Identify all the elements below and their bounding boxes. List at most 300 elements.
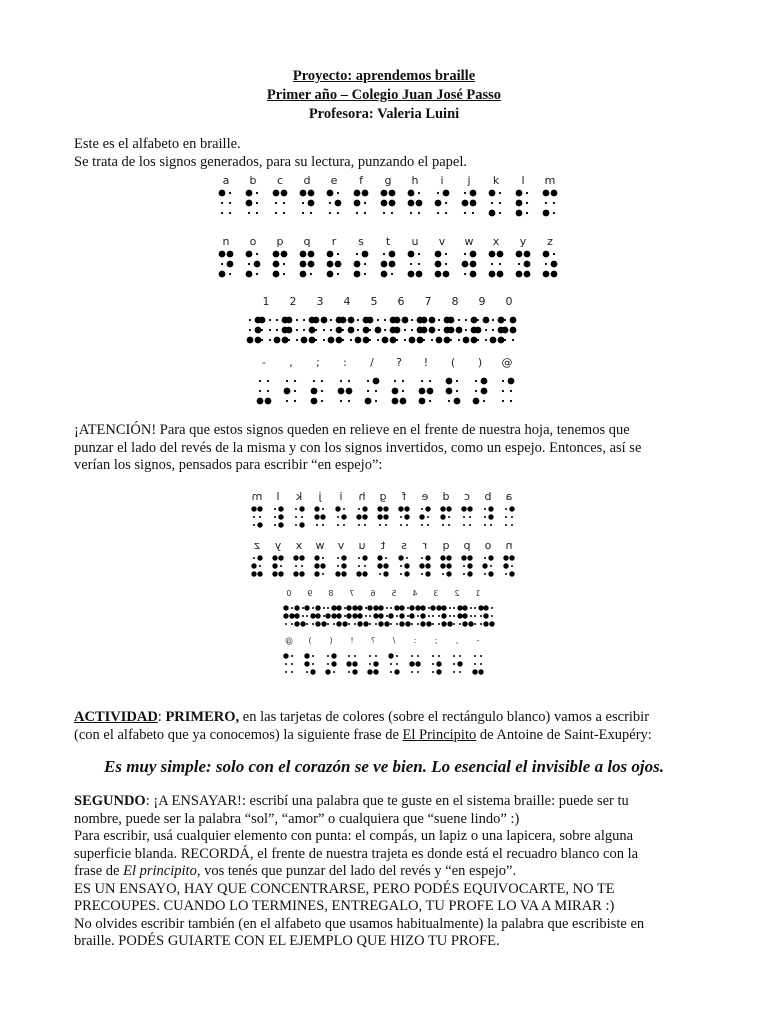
braille-dot-raised <box>390 337 397 344</box>
braille-dot-raised <box>429 327 436 334</box>
braille-label-q: q <box>303 235 311 248</box>
braille-dot-raised <box>314 506 319 511</box>
mirror-label-(: ( <box>329 636 333 645</box>
mirror-cell-e <box>419 506 430 526</box>
mirror-cell-k <box>295 506 305 527</box>
braille-label-d: d <box>303 174 311 187</box>
braille-dot-raised <box>470 251 477 258</box>
braille-dot-raised <box>272 571 277 576</box>
braille-dot-raised <box>362 190 369 197</box>
braille-dot-flat <box>229 212 231 214</box>
mirror-number-sign <box>399 605 410 626</box>
atencion-line-1: ¡ATENCIÓN! Para que estos signos queden en relieve en el frente de nuestra hoja, tenemos que <box>74 422 630 438</box>
braille-dot-raised <box>489 621 494 626</box>
braille-dot-flat <box>394 380 396 382</box>
braille-dot-flat <box>283 263 285 265</box>
braille-dot-flat <box>294 380 296 382</box>
braille-dot-flat <box>358 508 360 510</box>
braille-dot-raised <box>328 337 335 344</box>
mirror-label-u: u <box>358 539 366 552</box>
braille-cell-l <box>516 190 529 217</box>
braille-dot-flat <box>407 607 409 609</box>
braille-dot-raised <box>315 613 320 618</box>
braille-dot-raised <box>377 514 382 519</box>
braille-dot-flat <box>465 329 467 331</box>
braille-label-k: k <box>492 174 500 187</box>
braille-dot-flat <box>453 671 455 673</box>
braille-dot-raised <box>426 621 431 626</box>
braille-dot-flat <box>458 339 460 341</box>
braille-dot-flat <box>295 524 297 526</box>
braille-dot-flat <box>432 671 434 673</box>
braille-label--: - <box>262 356 266 369</box>
braille-dot-flat <box>502 390 504 392</box>
braille-dot-flat <box>327 655 329 657</box>
braille-dot-raised <box>301 337 308 344</box>
actividad-text-2b: de Antoine de Saint-Exupéry: <box>476 726 652 743</box>
braille-dot-raised <box>257 555 262 560</box>
braille-dot-flat <box>391 212 393 214</box>
braille-dot-flat <box>301 565 303 567</box>
braille-dot-raised <box>304 653 309 658</box>
braille-dot-flat <box>417 655 419 657</box>
braille-dot-raised <box>346 388 353 395</box>
braille-dot-flat <box>385 524 387 526</box>
braille-dot-flat <box>354 623 356 625</box>
braille-cell-s <box>354 251 369 278</box>
braille-dot-flat <box>329 212 331 214</box>
braille-dot-raised <box>257 506 262 511</box>
braille-label-w: w <box>464 235 474 248</box>
braille-dot-flat <box>322 557 324 559</box>
braille-dot-raised <box>457 613 462 618</box>
braille-dot-raised <box>378 621 383 626</box>
mirror-cell-j <box>314 506 325 526</box>
braille-dot-raised <box>440 506 445 511</box>
braille-dot-flat <box>364 273 366 275</box>
braille-dot-flat <box>337 212 339 214</box>
braille-dot-flat <box>344 607 346 609</box>
braille-dot-flat <box>400 565 402 567</box>
braille-dot-flat <box>283 212 285 214</box>
braille-dot-raised <box>381 261 388 268</box>
braille-dot-flat <box>364 524 366 526</box>
braille-cell-o <box>246 251 261 278</box>
mirror-cell-, <box>453 655 463 673</box>
braille-dot-raised <box>415 661 420 666</box>
braille-cell-6 <box>394 317 409 342</box>
mirror-number-sign <box>462 605 473 626</box>
mirror-label-n: n <box>505 539 513 552</box>
braille-cell-x <box>489 251 504 278</box>
braille-cell-/ <box>365 378 380 405</box>
braille-dot-raised <box>404 563 409 568</box>
braille-dot-flat <box>464 273 466 275</box>
braille-dot-raised <box>327 261 334 268</box>
braille-dot-flat <box>396 615 398 617</box>
braille-dot-raised <box>274 337 281 344</box>
mirror-cell-r <box>419 555 430 576</box>
mirror-cell-g <box>377 506 388 526</box>
braille-label-3: 3 <box>316 295 324 308</box>
mirror-label-m: m <box>251 490 263 503</box>
braille-dot-raised <box>408 271 415 278</box>
braille-label-a: a <box>222 174 230 187</box>
braille-dot-raised <box>314 563 319 568</box>
braille-dot-flat <box>221 263 223 265</box>
mirror-label-s: s <box>401 539 407 552</box>
braille-dot-raised <box>389 251 396 258</box>
braille-dot-flat <box>323 607 325 609</box>
braille-label-z: z <box>547 235 553 248</box>
braille-dot-raised <box>341 571 346 576</box>
braille-dot-flat <box>499 212 501 214</box>
braille-dot-flat <box>518 263 520 265</box>
braille-dot-flat <box>357 329 359 331</box>
braille-label-(: ( <box>450 356 456 369</box>
braille-dot-flat <box>364 263 366 265</box>
braille-dot-flat <box>390 607 392 609</box>
braille-dot-raised <box>436 669 441 674</box>
braille-dot-raised <box>373 669 378 674</box>
braille-dot-raised <box>348 317 355 324</box>
mirror-cell-6 <box>367 605 378 625</box>
braille-dot-flat <box>321 400 323 402</box>
braille-dot-raised <box>543 251 550 258</box>
braille-dot-raised <box>419 514 424 519</box>
braille-cell-- <box>257 380 272 405</box>
braille-dot-flat <box>459 655 461 657</box>
braille-dot-raised <box>510 317 517 324</box>
braille-dot-flat <box>438 319 440 321</box>
braille-dot-flat <box>526 202 528 204</box>
braille-dot-raised <box>435 251 442 258</box>
braille-dot-flat <box>429 400 431 402</box>
braille-dot-flat <box>295 565 297 567</box>
braille-dot-raised <box>247 337 254 344</box>
braille-dot-raised <box>381 271 388 278</box>
braille-dot-raised <box>497 251 504 258</box>
braille-dot-flat <box>491 263 493 265</box>
braille-dot-flat <box>337 565 339 567</box>
braille-dot-raised <box>352 605 357 610</box>
braille-dot-raised <box>251 563 256 568</box>
braille-dot-flat <box>407 615 409 617</box>
mirror-label-k: k <box>295 490 303 503</box>
braille-dot-raised <box>394 317 401 324</box>
mirror-label-c: c <box>463 490 471 503</box>
mirror-label--: - <box>476 636 480 645</box>
mirror-label-@: @ <box>285 636 293 645</box>
braille-dot-flat <box>343 524 345 526</box>
braille-dot-flat <box>453 623 455 625</box>
braille-dot-raised <box>402 317 409 324</box>
braille-dot-flat <box>306 623 308 625</box>
braille-dot-raised <box>473 398 480 405</box>
braille-dot-raised <box>441 613 446 618</box>
mirror-label-b: b <box>484 490 492 503</box>
braille-dot-raised <box>509 571 514 576</box>
mirror-label-f: f <box>402 490 406 503</box>
braille-label-u: u <box>411 235 419 248</box>
braille-dot-flat <box>465 319 467 321</box>
braille-dot-raised <box>308 200 315 207</box>
braille-dot-raised <box>404 571 409 576</box>
braille-dot-flat <box>312 607 314 609</box>
mirror-label-a: a <box>505 490 513 503</box>
braille-dot-raised <box>273 261 280 268</box>
braille-dot-flat <box>505 573 507 575</box>
mirror-label-!: ! <box>350 636 354 645</box>
braille-dot-flat <box>302 615 304 617</box>
segundo-book-italic: El principito <box>123 863 197 879</box>
braille-dot-raised <box>331 653 336 658</box>
braille-label-f: f <box>359 174 363 187</box>
braille-dot-flat <box>315 339 317 341</box>
braille-dot-flat <box>411 319 413 321</box>
mirror-cell-q <box>440 555 451 576</box>
mirror-cell-l <box>274 506 284 527</box>
braille-dot-raised <box>300 261 307 268</box>
braille-dot-flat <box>356 253 358 255</box>
braille-dot-raised <box>363 621 368 626</box>
braille-dot-raised <box>354 190 361 197</box>
segundo-line-1: : ¡A ENSAYAR!: escribí una palabra que te guste en el sistema braille: puede ser tu <box>145 793 629 809</box>
braille-dot-raised <box>377 555 382 560</box>
braille-dot-flat <box>472 212 474 214</box>
braille-dot-raised <box>278 555 283 560</box>
braille-dot-raised <box>341 563 346 568</box>
braille-dot-raised <box>383 563 388 568</box>
braille-dot-raised <box>311 388 318 395</box>
braille-dot-raised <box>246 251 253 258</box>
braille-dot-raised <box>457 661 462 666</box>
braille-dot-flat <box>417 671 419 673</box>
braille-dot-raised <box>456 327 463 334</box>
braille-cell-e <box>327 190 342 214</box>
braille-dot-raised <box>272 555 277 560</box>
braille-dot-raised <box>377 506 382 511</box>
braille-cell-i <box>435 190 450 214</box>
braille-dot-raised <box>327 190 334 197</box>
braille-dot-raised <box>503 555 508 560</box>
braille-dot-flat <box>390 663 392 665</box>
segundo-line-4: superficie blanda. RECORDÁ, el frente de nuestra trajeta es donde está el recuadro blanco con la <box>74 845 639 862</box>
braille-dot-flat <box>357 319 359 321</box>
mirror-cell-( <box>325 653 336 674</box>
braille-label-t: t <box>385 235 391 248</box>
braille-dot-raised <box>314 555 319 560</box>
segundo-line-5a: frase de <box>74 863 124 879</box>
braille-dot-raised <box>265 398 272 405</box>
braille-dot-flat <box>333 671 335 673</box>
braille-dot-flat <box>526 192 528 194</box>
braille-dot-raised <box>346 605 351 610</box>
braille-cell-7 <box>421 317 436 342</box>
braille-label-,: , <box>289 356 293 369</box>
braille-dot-raised <box>327 251 334 258</box>
braille-dot-flat <box>475 390 477 392</box>
braille-dot-raised <box>409 613 414 618</box>
mirror-cell-/ <box>388 653 399 674</box>
braille-dot-raised <box>219 251 226 258</box>
braille-dot-flat <box>421 380 423 382</box>
braille-dot-raised <box>336 337 343 344</box>
braille-dot-raised <box>467 571 472 576</box>
mirror-cell-c <box>461 506 472 526</box>
segundo-line-6: ES UN ENSAYO, HAY QUE CONCENTRARSE, PERO PODÉS EQUIVOCARTE, NO TE <box>74 880 615 897</box>
mirror-cell-i <box>335 506 346 526</box>
braille-label-4: 4 <box>343 295 351 308</box>
braille-dot-raised <box>489 251 496 258</box>
braille-dot-raised <box>446 555 451 560</box>
braille-dot-flat <box>276 329 278 331</box>
braille-dot-raised <box>461 555 466 560</box>
braille-dot-flat <box>469 516 471 518</box>
atencion-line-3: verían los signos, pensados para escribir “en espejo”: <box>74 457 383 473</box>
braille-dot-raised <box>381 200 388 207</box>
braille-label-h: h <box>411 174 419 187</box>
braille-dot-flat <box>310 273 312 275</box>
braille-dot-flat <box>256 192 258 194</box>
braille-dot-flat <box>259 380 261 382</box>
braille-dot-raised <box>467 506 472 511</box>
braille-dot-raised <box>420 605 425 610</box>
braille-dot-flat <box>337 253 339 255</box>
braille-label-): ) <box>477 356 483 369</box>
braille-label-c: c <box>276 174 284 187</box>
braille-dot-flat <box>526 212 528 214</box>
braille-label-s: s <box>358 235 364 248</box>
braille-dot-raised <box>482 563 487 568</box>
braille-dot-raised <box>489 210 496 217</box>
braille-dot-flat <box>511 516 513 518</box>
braille-dot-raised <box>354 261 361 268</box>
braille-dot-flat <box>438 623 440 625</box>
braille-dot-flat <box>286 380 288 382</box>
braille-dot-raised <box>373 661 378 666</box>
braille-dot-flat <box>470 607 472 609</box>
segundo-line-8: No olvides escribir también (en el alfabeto que usamos habitualmente) la palabra que escribiste en <box>74 915 645 932</box>
mirror-cell-h <box>356 506 367 526</box>
mirror-label-3: 3 <box>433 589 439 598</box>
braille-dot-raised <box>471 317 478 324</box>
braille-dot-flat <box>342 339 344 341</box>
braille-dot-flat <box>364 565 366 567</box>
braille-dot-flat <box>480 615 482 617</box>
braille-dot-flat <box>411 671 413 673</box>
braille-dot-flat <box>404 329 406 331</box>
braille-dot-flat <box>490 524 492 526</box>
braille-dot-flat <box>499 192 501 194</box>
braille-dot-raised <box>382 337 389 344</box>
braille-dot-flat <box>329 202 331 204</box>
braille-cell-2 <box>286 317 299 342</box>
braille-dot-raised <box>381 190 388 197</box>
braille-dot-raised <box>251 506 256 511</box>
braille-dot-flat <box>337 516 339 518</box>
braille-dot-flat <box>490 565 492 567</box>
mirror-label-8: 8 <box>328 589 334 598</box>
mirror-cell-s <box>398 555 409 576</box>
braille-dot-raised <box>315 605 320 610</box>
braille-cell-c <box>273 190 288 214</box>
braille-dot-raised <box>443 190 450 197</box>
braille-dot-flat <box>391 273 393 275</box>
braille-dot-raised <box>430 605 435 610</box>
braille-cell-: <box>338 380 353 402</box>
braille-dot-flat <box>464 192 466 194</box>
braille-dot-raised <box>419 388 426 395</box>
braille-dot-flat <box>449 615 451 617</box>
braille-dot-raised <box>331 613 336 618</box>
braille-dot-flat <box>390 623 392 625</box>
braille-dot-flat <box>404 339 406 341</box>
mirror-label-4: 4 <box>412 589 418 598</box>
braille-dot-raised <box>420 613 425 618</box>
braille-dot-flat <box>450 339 452 341</box>
braille-dot-raised <box>400 398 407 405</box>
braille-dot-flat <box>511 565 513 567</box>
braille-dot-flat <box>429 380 431 382</box>
braille-cell-m <box>543 190 558 217</box>
braille-dot-flat <box>327 623 329 625</box>
braille-dot-raised <box>354 200 361 207</box>
braille-dot-flat <box>291 607 293 609</box>
braille-dot-raised <box>299 506 304 511</box>
braille-dot-raised <box>310 613 315 618</box>
braille-dot-flat <box>286 400 288 402</box>
braille-dot-flat <box>348 623 350 625</box>
braille-dot-raised <box>246 271 253 278</box>
braille-dot-raised <box>342 621 347 626</box>
braille-dot-flat <box>369 339 371 341</box>
braille-dot-raised <box>373 605 378 610</box>
braille-dot-flat <box>302 607 304 609</box>
braille-dot-flat <box>480 623 482 625</box>
braille-dot-flat <box>386 615 388 617</box>
braille-dot-flat <box>491 202 493 204</box>
braille-dot-flat <box>330 319 332 321</box>
braille-dot-flat <box>400 516 402 518</box>
braille-dot-raised <box>483 621 488 626</box>
braille-dot-flat <box>411 623 413 625</box>
braille-dot-flat <box>491 615 493 617</box>
actividad-paragraph <box>74 709 714 744</box>
braille-dot-raised <box>404 506 409 511</box>
braille-dot-flat <box>269 319 271 321</box>
braille-dot-raised <box>416 271 423 278</box>
braille-dot-flat <box>485 329 487 331</box>
braille-label-p: p <box>276 235 284 248</box>
braille-dot-raised <box>388 613 393 618</box>
braille-dot-raised <box>308 251 315 258</box>
braille-dot-flat <box>474 663 476 665</box>
mirror-label-p: p <box>463 539 471 552</box>
braille-dot-flat <box>253 524 255 526</box>
mirror-number-sign <box>294 605 305 626</box>
mirror-label-7: 7 <box>349 589 355 598</box>
braille-dot-raised <box>289 613 294 618</box>
braille-dot-flat <box>261 329 263 331</box>
braille-cell-( <box>446 378 461 405</box>
braille-dot-raised <box>470 271 477 278</box>
braille-dot-raised <box>508 378 515 385</box>
braille-dot-raised <box>336 613 341 618</box>
actividad-text-1: en las tarjetas de colores (sobre el rectángulo blanco) vamos a escribir <box>239 709 650 725</box>
braille-dot-flat <box>505 516 507 518</box>
braille-dot-raised <box>551 261 558 268</box>
